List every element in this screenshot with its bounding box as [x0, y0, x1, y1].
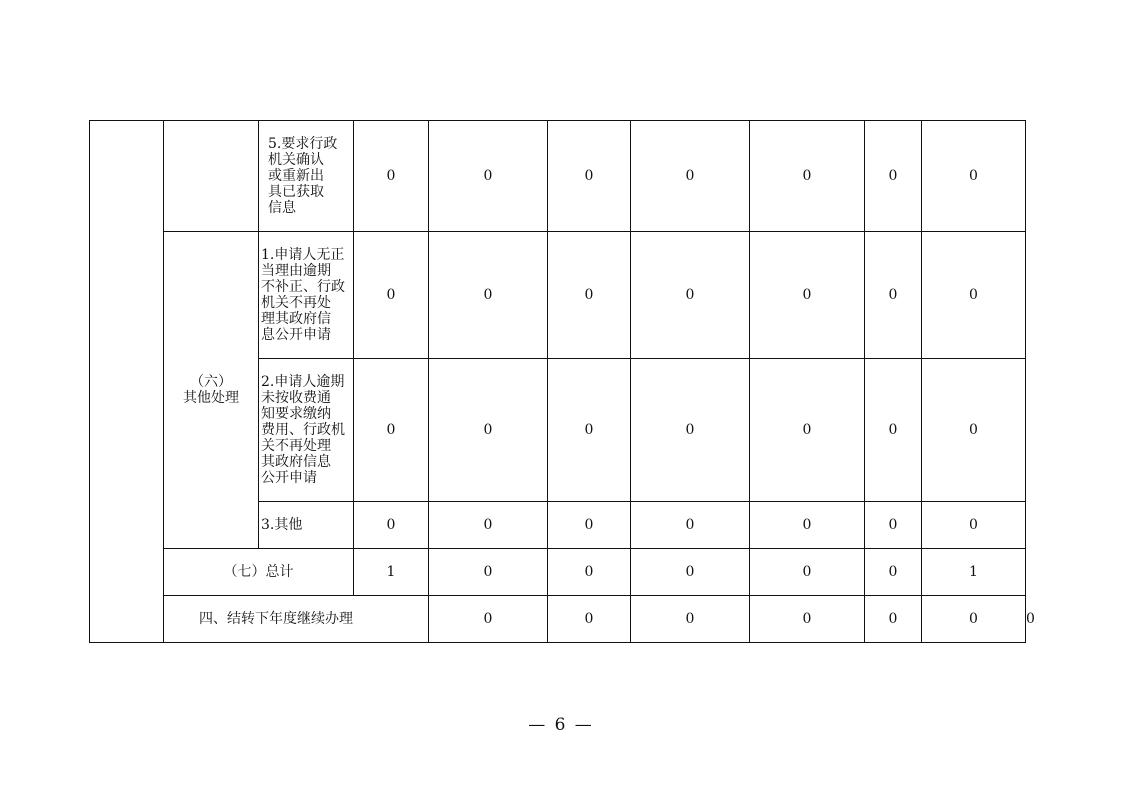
- page-number: — 6 —: [528, 715, 594, 735]
- value-cell: 0: [922, 359, 1026, 502]
- item-line: 其政府信息: [261, 454, 331, 470]
- value-cell: 0: [429, 121, 548, 232]
- carry-over-label: 四、结转下年度继续办理: [164, 596, 429, 643]
- total-label: （七）总计: [164, 549, 354, 596]
- value-cell: 1: [354, 549, 429, 596]
- table-row: [90, 121, 1026, 232]
- outer-category-cell: [90, 121, 164, 643]
- value-cell: 0: [354, 232, 429, 359]
- value-cell: 0: [631, 502, 750, 549]
- item-line: 息公开申请: [261, 327, 331, 343]
- value-cell: 0: [548, 549, 631, 596]
- table-row: [90, 232, 1026, 359]
- value-cell: 0: [865, 359, 922, 502]
- value-cell: 0: [429, 232, 548, 359]
- value-cell: 0: [631, 121, 750, 232]
- item-line: 5.要求行政: [268, 136, 338, 152]
- item-line: 公开申请: [261, 470, 317, 486]
- report-table: [89, 120, 1035, 643]
- value-cell: 0: [750, 359, 865, 502]
- value-cell: 1: [922, 549, 1026, 596]
- item-line: 当理由逾期: [261, 263, 331, 279]
- item-line: 信息: [268, 200, 296, 216]
- item-line: 1.申请人无正: [261, 247, 345, 263]
- value-cell: 0: [865, 502, 922, 549]
- total-row: [90, 549, 1026, 596]
- value-cell: 0: [922, 596, 1026, 643]
- item-line: 未按收费通: [261, 390, 331, 406]
- value-cell: 0: [548, 232, 631, 359]
- value-cell: 0: [750, 596, 865, 643]
- value-cell: 0: [429, 359, 548, 502]
- value-cell: 0: [750, 549, 865, 596]
- value-cell: 0: [548, 596, 631, 643]
- item-cell: [259, 502, 354, 549]
- value-cell: 0: [750, 502, 865, 549]
- item-line: 不补正、行政: [261, 279, 345, 295]
- item-line: 关不再处理: [261, 438, 331, 454]
- item-line: 具已获取: [268, 184, 324, 200]
- value-cell: 0: [429, 549, 548, 596]
- item-line: 或重新出: [268, 168, 324, 184]
- value-cell: 0: [429, 502, 548, 549]
- item-line: 费用、行政机: [261, 422, 345, 438]
- empty-group-cell: [164, 121, 259, 232]
- value-cell: 0: [922, 121, 1026, 232]
- value-cell: 0: [631, 549, 750, 596]
- value-cell: 0: [865, 596, 922, 643]
- value-cell: 0: [354, 359, 429, 502]
- value-cell: 0: [548, 121, 631, 232]
- value-cell: 0: [429, 596, 548, 643]
- carry-over-row: 四、结转下年度继续办理 0 0 0 0 0 0 0: [90, 596, 1026, 643]
- value-cell: 0: [548, 359, 631, 502]
- item-line: 2.申请人逾期: [261, 374, 345, 390]
- value-cell: 0: [631, 596, 750, 643]
- value-cell: 0: [865, 549, 922, 596]
- value-cell: 0: [354, 121, 429, 232]
- value-cell: 0: [354, 502, 429, 549]
- value-cell: 0: [631, 359, 750, 502]
- item-cell: [259, 359, 354, 502]
- item-line: 知要求缴纳: [261, 406, 331, 422]
- value-cell: 0: [548, 502, 631, 549]
- item-line: 机关不再处: [261, 295, 331, 311]
- group-six-line: 其他处理: [183, 390, 239, 406]
- item-line: 3.其他: [261, 517, 303, 533]
- value-cell: 0: [922, 232, 1026, 359]
- value-cell: 0: [750, 121, 865, 232]
- item-line: 理其政府信: [261, 311, 331, 327]
- item-cell: [259, 232, 354, 359]
- group-six-cell: [164, 232, 259, 549]
- group-six-line: （六）: [190, 374, 232, 390]
- item-line: 机关确认: [268, 152, 324, 168]
- value-cell: 0: [865, 232, 922, 359]
- value-cell: 0: [631, 232, 750, 359]
- value-cell: 0: [865, 121, 922, 232]
- item-cell: [259, 121, 354, 232]
- value-cell: 0: [750, 232, 865, 359]
- value-cell: 0: [922, 502, 1026, 549]
